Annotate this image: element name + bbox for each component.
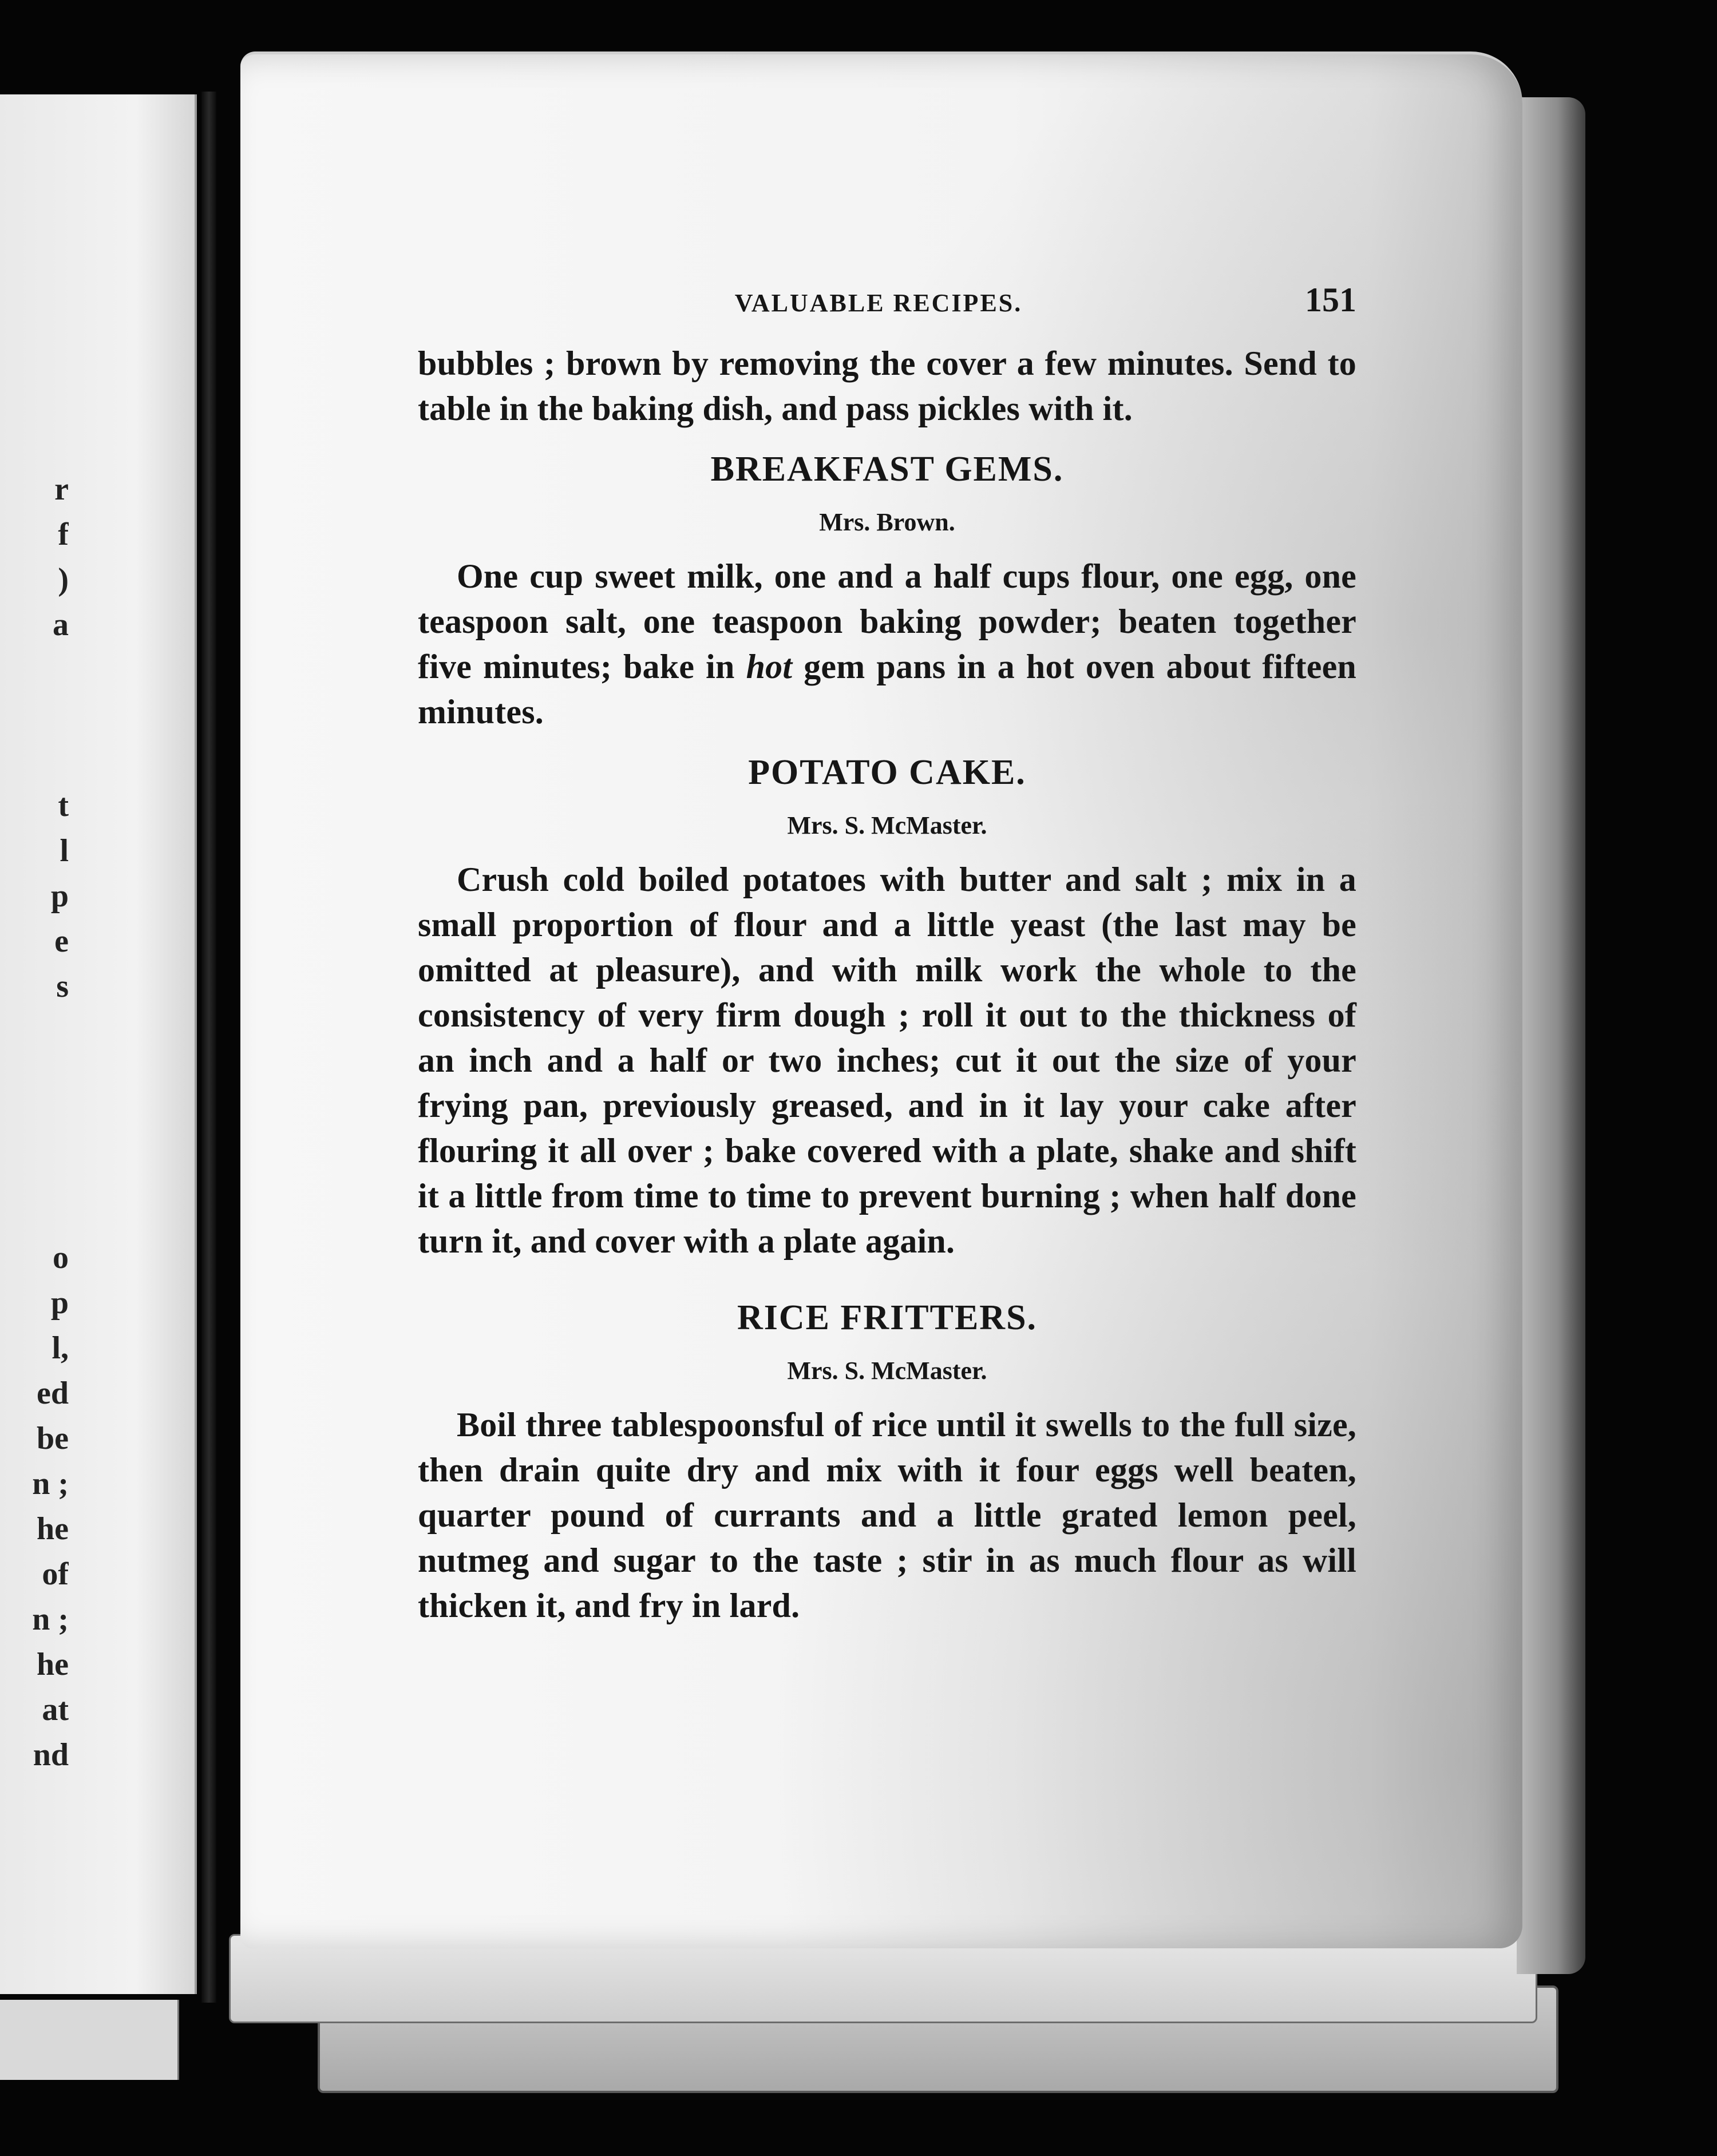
book-gutter [201,92,216,2003]
continuation-paragraph: bubbles ; brown by removing the cover a few minutes. Send to table in the baking dish, and pass pickles with it. [418,344,1356,427]
recipe-body-part: gem pans in a hot oven about fifteen minutes. [418,648,1357,731]
recipe-title-rice-fritters: RICE FRITTERS. [737,1298,1038,1337]
facing-page-fragment: f [58,517,69,552]
running-title: VALUABLE RECIPES. [734,289,1023,317]
recipe-body-emphasis: hot [746,648,793,685]
recipe-body-breakfast-gems [418,554,1356,735]
facing-page-fragment: nd [33,1737,69,1773]
book-side-edge [1517,97,1585,1974]
facing-page-fragment: o [53,1240,69,1275]
running-head [418,280,1356,326]
facing-page-fragment: n ; [32,1602,69,1637]
facing-page-fragment: t [58,788,69,823]
facing-page-fragment: he [37,1511,69,1547]
recipe-body-rice-fritters: Boil three tablespoonsful of rice until it swells to the full size, then drain quite dry and mix with it four eggs well beaten, quarter pound of currants and a little grated lemon peel, nutmeg and sugar to the taste ; stir in as much flour as will thicken it, and fry in lard. [418,1406,1356,1624]
facing-page-fragment: e [54,924,69,959]
facing-page-fragment: be [37,1421,69,1456]
facing-page-fragment: a [53,607,69,643]
facing-page-fragment: p [50,878,69,914]
facing-page-fragment: ed [37,1376,69,1411]
facing-page-fragment: l [60,833,69,869]
book-page [240,51,1522,1948]
facing-page-fragment: at [42,1692,69,1727]
recipe-author-potato-cake: Mrs. S. McMaster. [787,811,987,839]
facing-page-fragment: r [54,471,69,507]
facing-page-fragment: p [50,1285,69,1321]
facing-page-fragment: s [56,969,69,1004]
facing-page-fragment: he [37,1647,69,1682]
facing-page-fragment: ) [58,562,69,597]
recipe-body-part: One cup sweet milk, one and a half cups flour, one egg, one teaspoon salt, one teaspoon baking powder; beaten together five minutes; bake in [418,557,1356,685]
facing-page-fragment: l, [52,1330,69,1366]
facing-page-fragment: of [42,1556,69,1592]
facing-page-text-fragments [0,0,69,2156]
recipe-title-breakfast-gems: BREAKFAST GEMS. [710,450,1064,489]
page-number: 151 [1305,281,1356,319]
facing-page-fragment: n ; [32,1466,69,1501]
recipe-author-rice-fritters: Mrs. S. McMaster. [787,1357,987,1385]
recipe-author-breakfast-gems: Mrs. Brown. [819,508,955,536]
recipe-title-potato-cake: POTATO CAKE. [748,753,1026,792]
recipe-body-potato-cake: Crush cold boiled potatoes with butter and salt ; mix in a small proportion of flour and a little yeast (the last may be omitted at pleasure), and with milk work the whole to the consistency of very firm dough ; roll it out to the thickness of an inch and a half or two inches; cut it out the size of your frying pan, previously greased, and in it lay your cake after flouring it all over ; bake covered with a plate, shake and shift it a little from time to time to prevent burning ; when half done turn it, and cover with a plate again. [418,861,1356,1260]
page-text-block [418,280,1356,1628]
